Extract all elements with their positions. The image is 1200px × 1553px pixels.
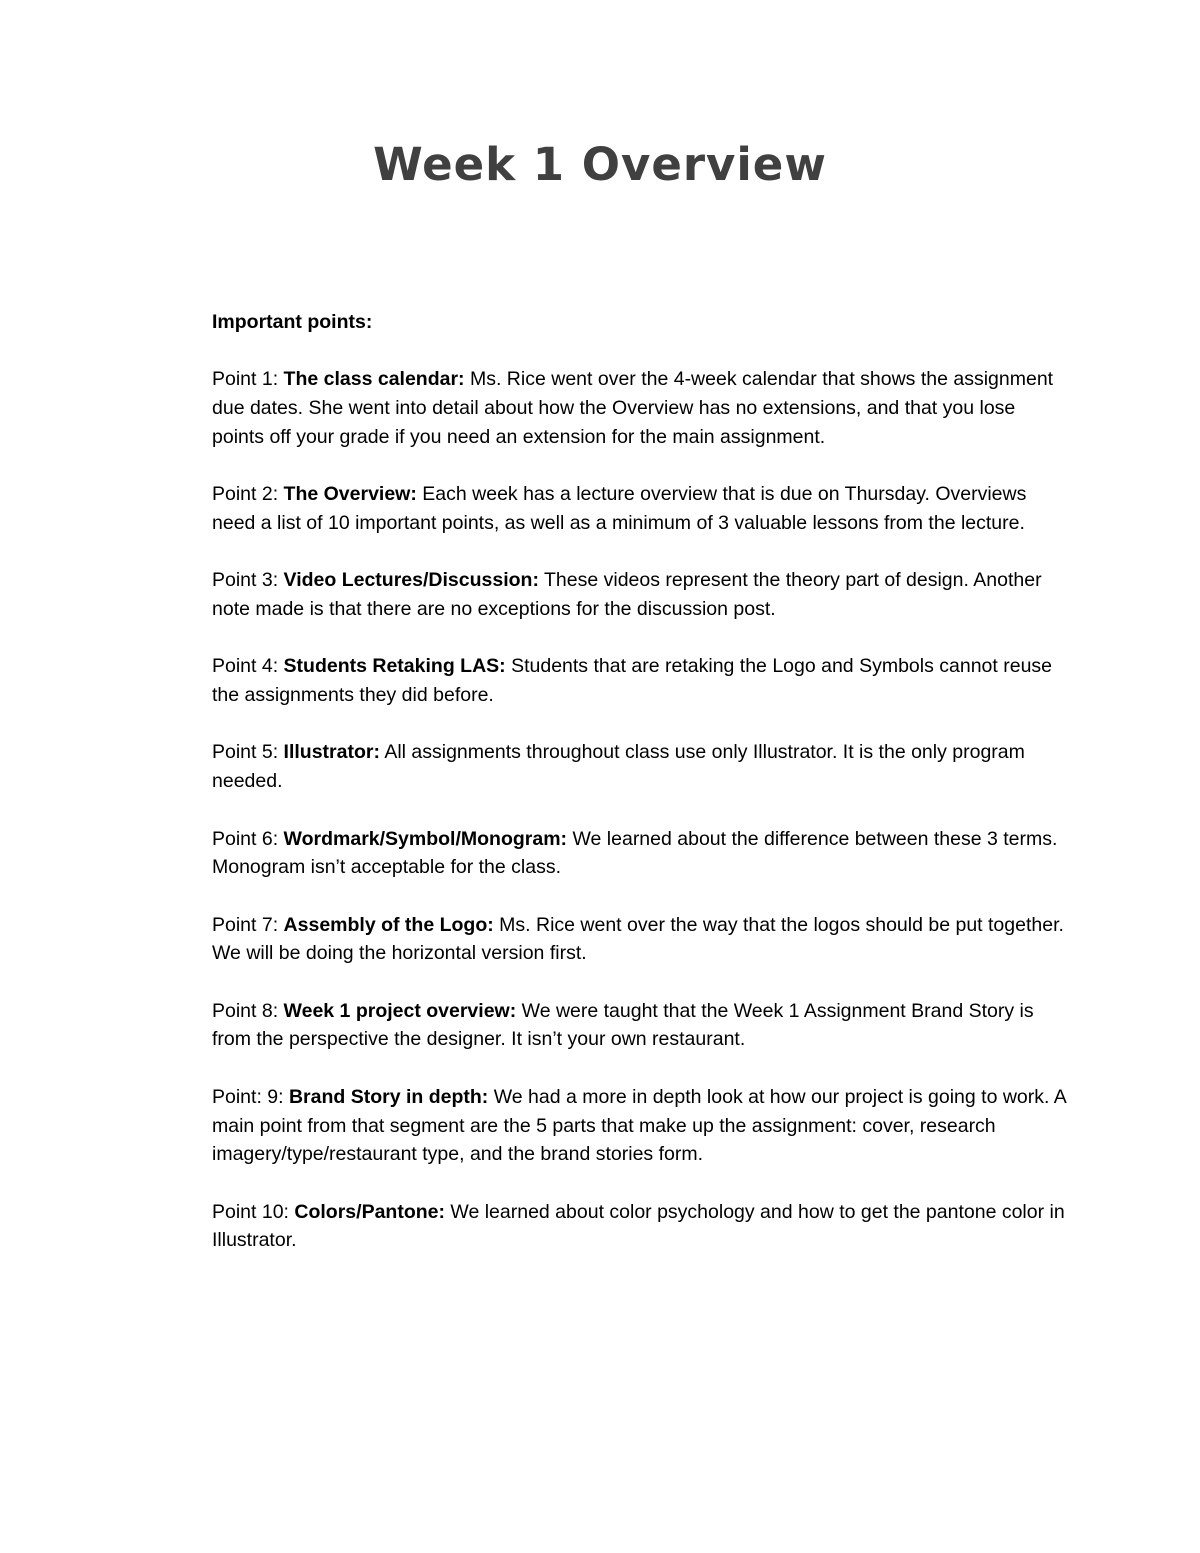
point-text: We learned about color psychology and how to get the pantone color in Illustrator. xyxy=(212,1200,1065,1252)
important-points-heading: Important points: xyxy=(212,311,373,333)
point-topic: Students Retaking LAS: xyxy=(283,655,506,678)
document-body xyxy=(212,308,1072,1284)
point-text: Students that are retaking the Logo and Symbols cannot reuse the assignments they did before. xyxy=(212,655,1053,707)
point-topic: Colors/Pantone: xyxy=(294,1200,445,1223)
point-prefix: Point: 9: xyxy=(212,1085,289,1108)
point-item-4 xyxy=(212,652,1072,709)
point-text: We had a more in depth look at how our project is going to work. A main point from that segment are the 5 parts that make up the assignment: cover, research imagery/type/restaurant type, and the brand stories form. xyxy=(212,1085,1066,1166)
point-prefix: Point 4: xyxy=(212,655,284,678)
point-prefix: Point 10: xyxy=(212,1200,295,1223)
point-prefix: Point 8: xyxy=(212,999,284,1022)
point-item-5 xyxy=(212,738,1072,795)
point-text: We were taught that the Week 1 Assignment Brand Story is from the perspective the designer. It isn’t your own restaurant. xyxy=(212,999,1034,1051)
point-topic: Illustrator: xyxy=(283,741,380,764)
point-text: We learned about the difference between these 3 terms. Monogram isn’t acceptable for the class. xyxy=(212,827,1058,879)
point-topic: Wordmark/Symbol/Monogram: xyxy=(283,827,568,850)
point-text: Ms. Rice went over the way that the logos should be put together. We will be doing the horizontal version first. xyxy=(212,913,1064,965)
point-topic: Video Lectures/Discussion: xyxy=(283,569,539,592)
point-text: Each week has a lecture overview that is due on Thursday. Overviews need a list of 10 important points, as well as a minimum of 3 valuable lessons from the lecture. xyxy=(212,483,1027,534)
point-item-6 xyxy=(212,825,1072,882)
point-item-9 xyxy=(212,1083,1072,1169)
point-topic: Assembly of the Logo: xyxy=(283,913,494,936)
point-topic: The Overview: xyxy=(283,483,417,506)
point-text: All assignments throughout class use only Illustrator. It is the only program needed. xyxy=(212,741,1025,793)
point-item-3 xyxy=(212,566,1072,623)
point-item-2 xyxy=(212,480,1072,537)
point-topic: Week 1 project overview: xyxy=(283,999,517,1022)
point-prefix: Point 5: xyxy=(212,741,284,764)
point-item-7 xyxy=(212,911,1072,968)
point-prefix: Point 3: xyxy=(212,569,284,592)
point-item-8 xyxy=(212,997,1072,1054)
point-prefix: Point 1: xyxy=(212,368,284,391)
point-text: These videos represent the theory part of design. Another note made is that there are no exceptions for the discussion post. xyxy=(212,569,1042,620)
point-topic: Brand Story in depth: xyxy=(288,1085,489,1108)
point-prefix: Point 7: xyxy=(212,913,284,936)
document-title: Week 1 Overview xyxy=(373,138,827,191)
point-item-10 xyxy=(212,1198,1072,1255)
point-prefix: Point 2: xyxy=(212,483,284,506)
point-text: Ms. Rice went over the 4-week calendar that shows the assignment due dates. She went into detail about how the Overview has no extensions, and that you lose points off your grade if you need an extension for the main assignment. xyxy=(212,368,1054,448)
point-item-1 xyxy=(212,365,1072,451)
point-prefix: Point 6: xyxy=(212,827,284,850)
point-topic: The class calendar: xyxy=(283,368,465,391)
